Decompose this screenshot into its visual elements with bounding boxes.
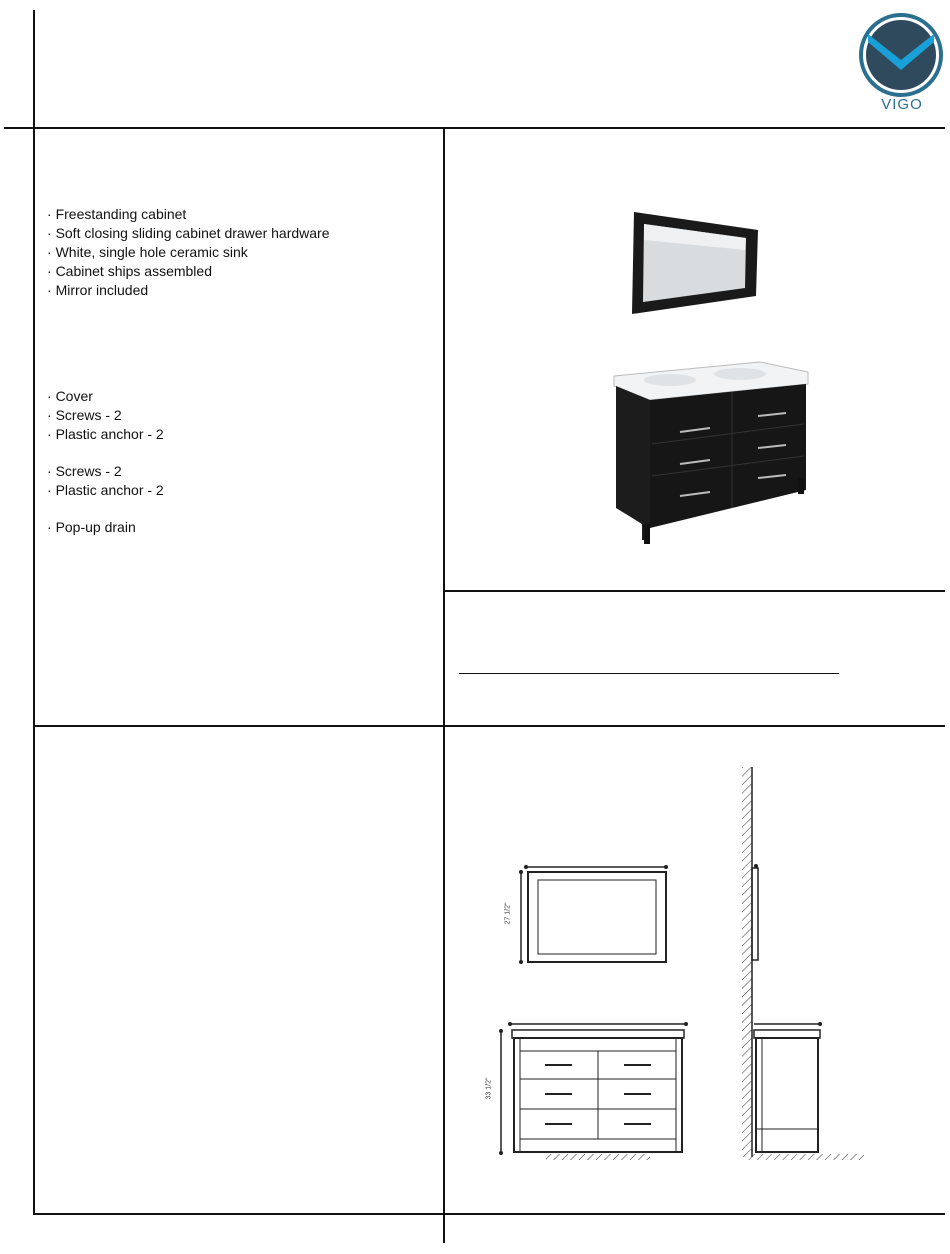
feature-item: · Soft closing sliding cabinet drawer hardware <box>47 224 330 243</box>
image-bottom-rule <box>444 590 945 592</box>
feature-item: · Cabinet ships assembled <box>47 262 330 281</box>
vanity-photo <box>610 358 810 548</box>
vanity-height-label: 33 1/2" <box>485 1077 493 1100</box>
part-item: · Screws - 2 <box>47 462 164 481</box>
mirror-photo <box>630 210 762 316</box>
feature-item: · Freestanding cabinet <box>47 205 330 224</box>
dimension-drawing <box>490 765 880 1170</box>
column-divider-rule <box>443 128 445 1243</box>
feature-item: · Mirror included <box>47 281 330 300</box>
bottom-rule <box>34 1213 945 1215</box>
feature-item: · White, single hole ceramic sink <box>47 243 330 262</box>
part-item: · Pop-up drain <box>47 518 164 537</box>
part-item: · Plastic anchor - 2 <box>47 425 164 444</box>
part-item: · Screws - 2 <box>47 406 164 425</box>
logo-text: VIGO <box>881 96 923 113</box>
part-item: · Cover <box>47 387 164 406</box>
mirror-height-label: 27 1/2" <box>504 902 512 925</box>
left-margin-rule <box>33 10 35 1215</box>
included-parts-list <box>47 387 164 537</box>
list-spacer <box>47 500 164 518</box>
middle-rule <box>34 725 945 727</box>
features-list <box>47 205 330 300</box>
part-item: · Plastic anchor - 2 <box>47 481 164 500</box>
list-spacer <box>47 444 164 462</box>
signature-line <box>459 673 839 674</box>
logo-emblem-icon <box>858 12 944 100</box>
header-bottom-rule <box>4 127 945 129</box>
